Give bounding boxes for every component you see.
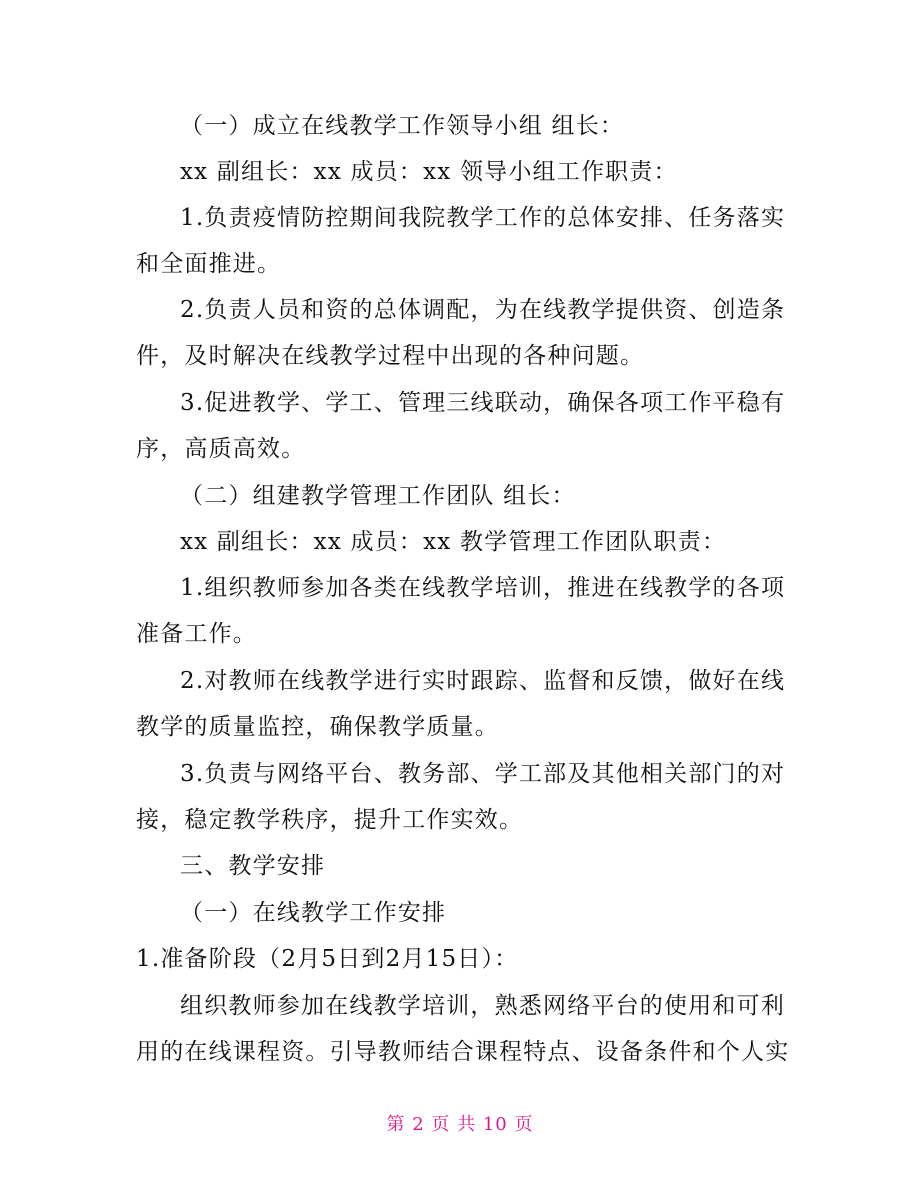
text-line: 3.负责与网络平台、教务部、学工部及其他相关部门的对: [180, 761, 786, 787]
page-number: 第 2 页 共 10 页: [386, 1114, 534, 1135]
subsection-heading: （一）在线教学工作安排: [180, 900, 447, 926]
text-line: 2.对教师在线教学进行实时跟踪、监督和反馈，做好在线: [180, 668, 786, 694]
text-line: 序，高质高效。: [136, 436, 306, 462]
text-line: 1.准备阶段（2月5日到2月15日）：: [136, 946, 519, 972]
text-line: 准备工作。: [136, 621, 257, 647]
text-line: 1.组织教师参加各类在线教学培训，推进在线教学的各项: [180, 575, 786, 601]
text-line: 用的在线课程资。引导教师结合课程特点、设备条件和个人实: [136, 1039, 790, 1065]
text-line: xx 副组长：xx 成员：xx 领导小组工作职责：: [180, 159, 678, 185]
text-line: （二）组建教学管理工作团队 组长：: [180, 483, 576, 509]
text-line: 件，及时解决在线教学过程中出现的各种问题。: [136, 343, 645, 369]
text-line: 组织教师参加在线教学培训，熟悉网络平台的使用和可利: [180, 993, 785, 1019]
text-line: （一）成立在线教学工作领导小组 组长：: [180, 113, 625, 139]
text-line: 3.促进教学、学工、管理三线联动，确保各项工作平稳有: [180, 390, 786, 416]
text-line: 教学的质量监控，确保教学质量。: [136, 714, 499, 740]
text-line: 和全面推进。: [136, 251, 282, 277]
text-line: xx 副组长：xx 成员：xx 教学管理工作团队职责：: [180, 529, 727, 555]
text-line: 2.负责人员和资的总体调配，为在线教学提供资、创造条: [180, 297, 786, 323]
text-line: 接，稳定教学秩序，提升工作实效。: [136, 807, 524, 833]
text-line: 1.负责疫情防控期间我院教学工作的总体安排、任务落实: [180, 205, 786, 231]
section-heading: 三、教学安排: [180, 853, 326, 879]
